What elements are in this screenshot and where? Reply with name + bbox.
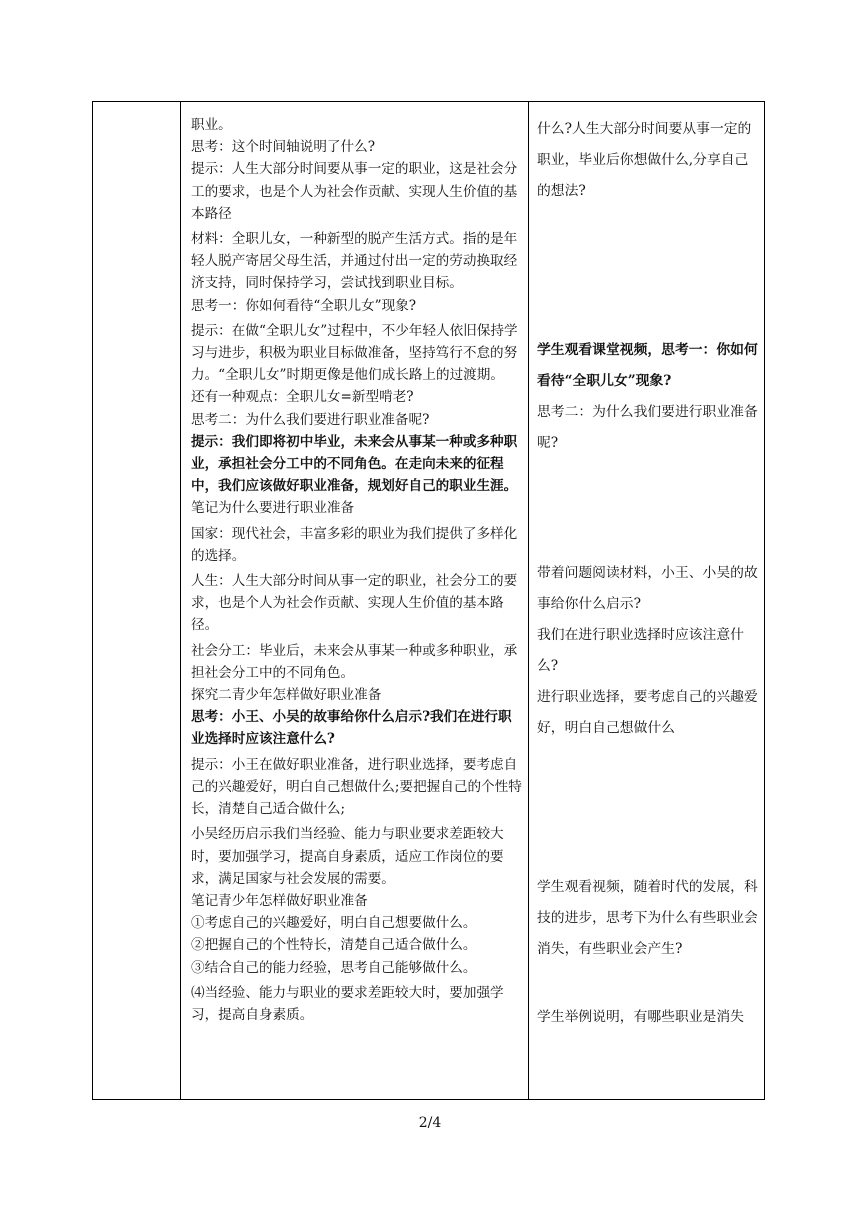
table-column-teacher-activity xyxy=(181,102,529,1099)
right-paragraph: 什么?人生大部分时间要从事一定的职业，毕业后你想做什么,分享自己的想法? xyxy=(537,121,752,199)
right-paragraph: 我们在进行职业选择时应该注意什么? xyxy=(537,627,744,674)
left-paragraph: 材料：全职儿女，一种新型的脱产生活方式。指的是年轻人脱产寄居父母生活，并通过付出一定的劳动换取经济支持，同时保持学习，尝试找到职业目标。 xyxy=(191,231,518,292)
left-paragraph: 小吴经历启示我们当经验、能力与职业要求差距较大时，要加强学习，提高自身素质，适应工作岗位的要求，满足国家与社会发展的需要。 xyxy=(191,826,504,887)
right-paragraph: 进行职业选择，要考虑自己的兴趣爱好，明白自己想做什么 xyxy=(537,689,758,736)
left-paragraph: 人生：人生大部分时间从事一定的职业，社会分工的要求，也是个人为社会作贡献、实现人生价值的基本路径。 xyxy=(191,573,518,634)
left-paragraph: 探究二青少年怎样做好职业准备 xyxy=(191,687,382,704)
right-paragraph: 学生观看视频，随着时代的发展，科技的进步，思考下为什么有些职业会消失，有些职业会产生? xyxy=(537,879,758,957)
page-number: 2/4 xyxy=(418,1115,442,1131)
left-paragraph: ①考虑自己的兴趣爱好，明白自己想要做什么。 xyxy=(191,915,477,932)
lesson-plan-table xyxy=(92,101,765,1100)
left-paragraph: 提示：人生大部分时间要从事一定的职业，这是社会分工的要求，也是个人为社会作贡献、实现人生价值的基本路径 xyxy=(191,161,518,222)
left-paragraph: 提示：小王在做好职业准备，进行职业选择，要考虑自己的兴趣爱好，明白自己想做什么;要把握自己的个性特长，清楚自己适合做什么; xyxy=(191,756,522,818)
right-paragraph: 学生观看课堂视频，思考一：你如何看待“全职儿女”现象? xyxy=(537,342,758,389)
left-paragraph: 国家：现代社会，丰富多彩的职业为我们提供了多样化的选择。 xyxy=(191,525,518,564)
left-paragraph: 提示：我们即将初中毕业，未来会从事某一种或多种职业，承担社会分工中的不同角色。在走向未来的征程中，我们应该做好职业准备，规划好自己的职业生涯。 xyxy=(191,433,518,495)
left-paragraph: 思考：小王、小吴的故事给你什么启示?我们在进行职业选择时应该注意什么? xyxy=(191,709,512,748)
left-paragraph: 思考：这个时间轴说明了什么? xyxy=(191,139,376,156)
left-paragraph: ③结合自己的能力经验，思考自己能够做什么。 xyxy=(191,959,477,976)
right-paragraph: 学生举例说明，有哪些职业是消失 xyxy=(537,1009,744,1025)
right-paragraph: 思考二：为什么我们要进行职业准备呢? xyxy=(537,404,758,451)
left-paragraph: 职业。 xyxy=(191,117,232,133)
left-paragraph: 思考一：你如何看待“全职儿女”现象? xyxy=(191,297,417,314)
left-paragraph: 提示：在做“全职儿女”过程中，不少年轻人依旧保持学习与进步，积极为职业目标做准备，坚持笃行不怠的努力。“全职儿女”时期更像是他们成长路上的过渡期。 xyxy=(191,322,518,384)
left-paragraph: ⑷当经验、能力与职业的要求差距较大时，要加强学习，提高自身素质。 xyxy=(191,984,504,1023)
left-paragraph: 思考二：为什么我们要进行职业准备呢? xyxy=(191,411,430,428)
left-paragraph: 笔记青少年怎样做好职业准备 xyxy=(191,892,368,909)
left-paragraph: ②把握自己的个性特长，清楚自己适合做什么。 xyxy=(191,937,477,954)
table-column-stage xyxy=(93,102,181,1099)
left-paragraph: 还有一种观点：全职儿女=新型啃老? xyxy=(191,389,414,406)
left-paragraph: 笔记为什么要进行职业准备 xyxy=(191,500,355,517)
left-paragraph: 社会分工：毕业后，未来会从事某一种或多种职业，承担社会分工中的不同角色。 xyxy=(191,642,518,681)
right-paragraph: 带着问题阅读材料，小王、小吴的故事给你什么启示? xyxy=(537,565,758,612)
table-column-student-activity xyxy=(529,102,764,1099)
